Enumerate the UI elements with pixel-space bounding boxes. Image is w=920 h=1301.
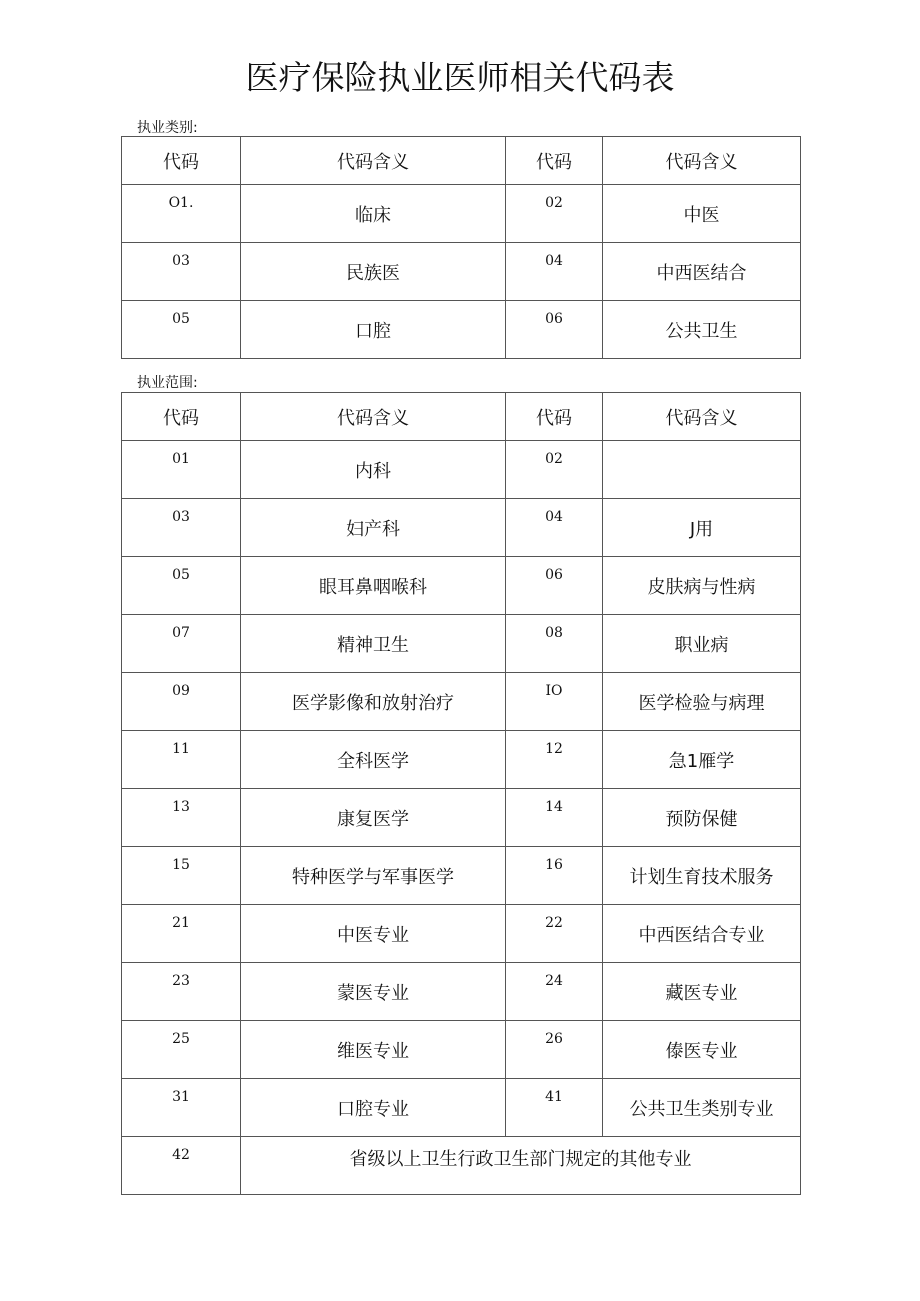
table-row	[122, 847, 801, 905]
header-meaning: 代码含义	[603, 393, 801, 441]
meaning-cell: 省级以上卫生行政卫生部门规定的其他专业	[241, 1137, 801, 1195]
category-table	[121, 136, 801, 359]
table-row	[122, 673, 801, 731]
table-row	[122, 963, 801, 1021]
page-title: 医疗保险执业医师相关代码表	[245, 58, 675, 97]
table-row	[122, 1137, 801, 1195]
table-row	[122, 499, 801, 557]
meaning-cell: 民族医	[241, 243, 506, 301]
meaning-cell: 眼耳鼻咽喉科	[241, 557, 506, 615]
meaning-cell: 皮肤病与性病	[603, 557, 801, 615]
code-cell: 07	[122, 615, 241, 673]
meaning-cell: 中西医结合专业	[603, 905, 801, 963]
meaning-cell: 全科医学	[241, 731, 506, 789]
table-row	[122, 243, 801, 301]
table-row	[122, 905, 801, 963]
table-row	[122, 1079, 801, 1137]
code-cell: 22	[506, 905, 603, 963]
code-cell: 08	[506, 615, 603, 673]
meaning-cell: 预防保健	[603, 789, 801, 847]
code-cell: 01	[122, 441, 241, 499]
code-cell: 09	[122, 673, 241, 731]
table-row	[122, 557, 801, 615]
code-cell: 06	[506, 557, 603, 615]
table-row	[122, 185, 801, 243]
code-cell: 26	[506, 1021, 603, 1079]
code-cell: 05	[122, 557, 241, 615]
code-cell: 42	[122, 1137, 241, 1195]
meaning-cell	[603, 441, 801, 499]
table-row	[122, 789, 801, 847]
meaning-cell: 中医专业	[241, 905, 506, 963]
table-row	[122, 731, 801, 789]
category-section-label: 执业类别:	[137, 120, 198, 136]
code-cell: 24	[506, 963, 603, 1021]
meaning-cell: 职业病	[603, 615, 801, 673]
meaning-cell: 计划生育技术服务	[603, 847, 801, 905]
table-row	[122, 301, 801, 359]
meaning-cell: 公共卫生	[603, 301, 801, 359]
meaning-cell: J用	[603, 499, 801, 557]
code-cell: 03	[122, 243, 241, 301]
meaning-cell: 公共卫生类别专业	[603, 1079, 801, 1137]
code-cell: 06	[506, 301, 603, 359]
code-cell: 25	[122, 1021, 241, 1079]
code-cell: 16	[506, 847, 603, 905]
header-meaning: 代码含义	[241, 137, 506, 185]
table-row	[122, 1021, 801, 1079]
code-cell: 02	[506, 441, 603, 499]
header-meaning: 代码含义	[241, 393, 506, 441]
meaning-cell: 妇产科	[241, 499, 506, 557]
meaning-cell: 蒙医专业	[241, 963, 506, 1021]
header-code: 代码	[506, 137, 603, 185]
meaning-cell: 口腔专业	[241, 1079, 506, 1137]
meaning-cell: 急1雁学	[603, 731, 801, 789]
code-cell: 23	[122, 963, 241, 1021]
table-header-row	[122, 393, 801, 441]
scope-table	[121, 392, 801, 1195]
code-cell: 14	[506, 789, 603, 847]
meaning-cell: 中医	[603, 185, 801, 243]
header-code: 代码	[122, 137, 241, 185]
meaning-cell: 口腔	[241, 301, 506, 359]
code-cell: 11	[122, 731, 241, 789]
header-code: 代码	[506, 393, 603, 441]
meaning-cell: 医学检验与病理	[603, 673, 801, 731]
table-header-row	[122, 137, 801, 185]
code-cell: IO	[506, 673, 603, 731]
meaning-cell: 内科	[241, 441, 506, 499]
code-cell: 21	[122, 905, 241, 963]
meaning-cell: 医学影像和放射治疗	[241, 673, 506, 731]
meaning-cell: 临床	[241, 185, 506, 243]
header-code: 代码	[122, 393, 241, 441]
meaning-cell: 藏医专业	[603, 963, 801, 1021]
header-meaning: 代码含义	[603, 137, 801, 185]
code-cell: 03	[122, 499, 241, 557]
code-cell: 31	[122, 1079, 241, 1137]
code-cell: 04	[506, 499, 603, 557]
code-cell: 04	[506, 243, 603, 301]
code-cell: O1.	[122, 185, 241, 243]
code-cell: 12	[506, 731, 603, 789]
table-row	[122, 441, 801, 499]
meaning-cell: 中西医结合	[603, 243, 801, 301]
meaning-cell: 傣医专业	[603, 1021, 801, 1079]
scope-section-label: 执业范围:	[137, 375, 198, 391]
meaning-cell: 特种医学与军事医学	[241, 847, 506, 905]
code-cell: 13	[122, 789, 241, 847]
meaning-cell: 康复医学	[241, 789, 506, 847]
meaning-cell: 维医专业	[241, 1021, 506, 1079]
meaning-cell: 精神卫生	[241, 615, 506, 673]
code-cell: 05	[122, 301, 241, 359]
code-cell: 02	[506, 185, 603, 243]
code-cell: 15	[122, 847, 241, 905]
table-row	[122, 615, 801, 673]
code-cell: 41	[506, 1079, 603, 1137]
